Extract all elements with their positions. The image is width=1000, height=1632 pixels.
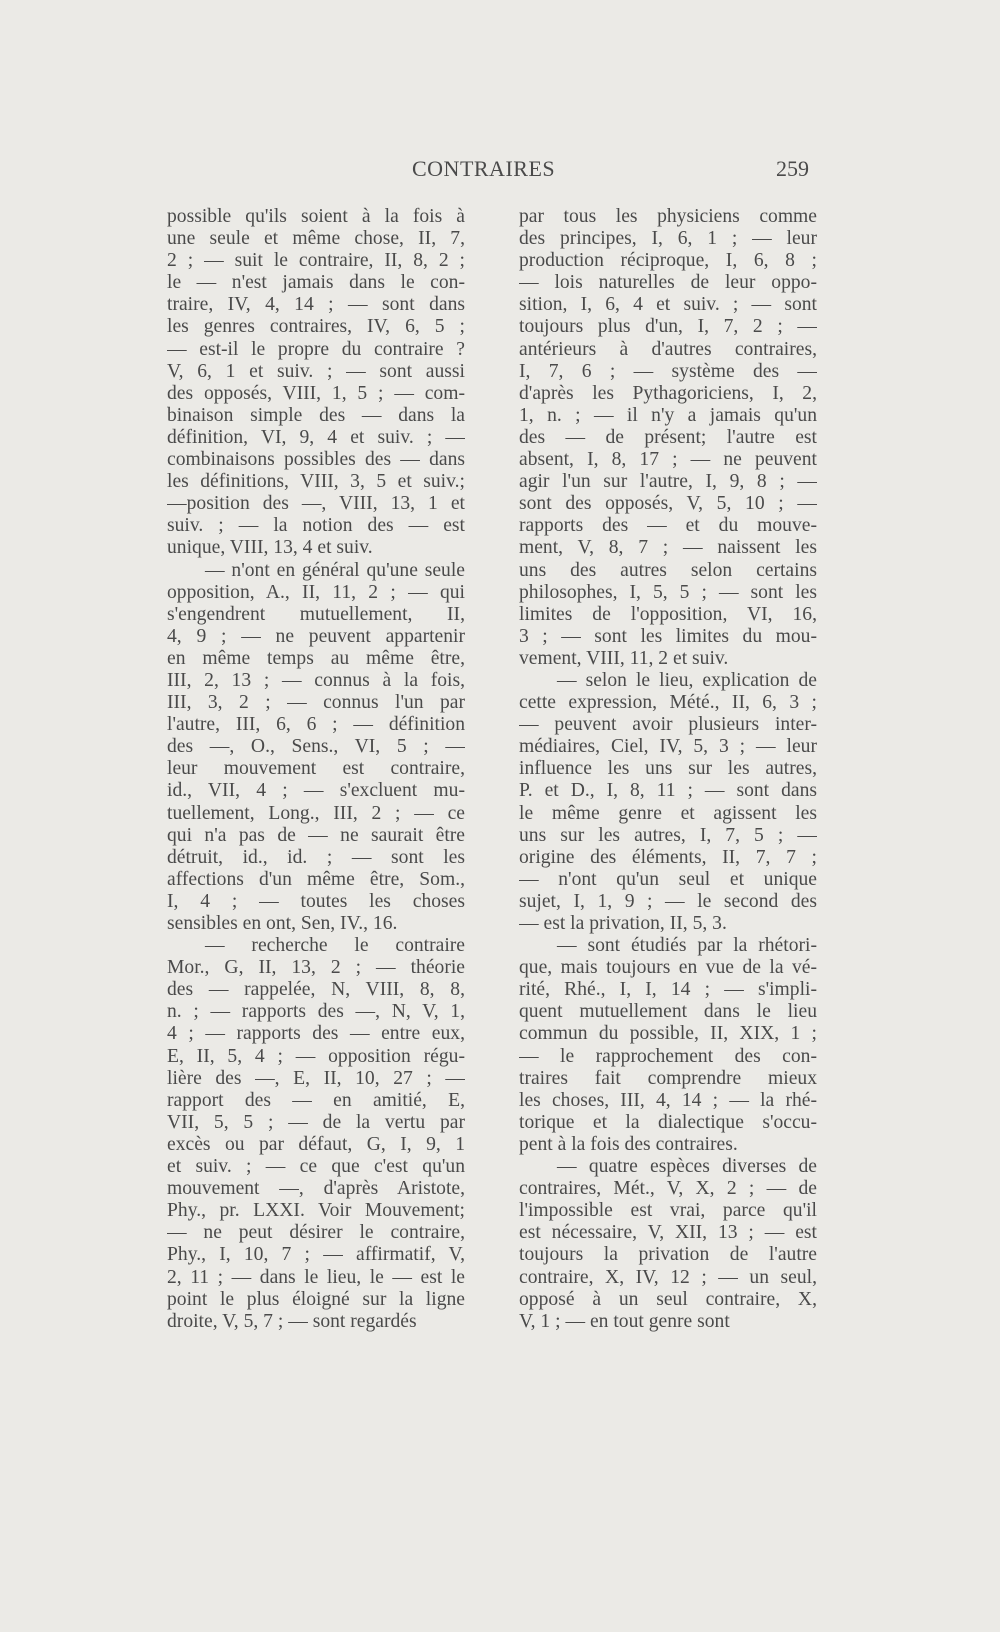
left-column-line: s'engendrent mutuellement, II, [167, 603, 465, 625]
right-column-line: l'impossible est vrai, parce qu'il [519, 1200, 817, 1222]
right-column-line: vement, VIII, 11, 2 et suiv. [519, 647, 729, 669]
left-column-line: en même temps au même être, [167, 647, 465, 669]
right-column-line: — peuvent avoir plusieurs inter- [519, 714, 817, 736]
left-column-line: Phy., I, 10, 7 ; — affirmatif, V, [167, 1244, 465, 1266]
right-column [519, 206, 817, 1333]
right-column-line: toujours la privation de l'autre [519, 1244, 817, 1266]
left-column-line: 4, 9 ; — ne peuvent appartenir [167, 625, 465, 647]
right-column-line: I, 7, 6 ; — système des — [519, 360, 817, 382]
right-column-line: traires fait comprendre mieux [519, 1067, 817, 1089]
right-column-line: toujours plus d'un, I, 7, 2 ; — [519, 316, 817, 338]
right-column-line: antérieurs à d'autres contraires, [519, 338, 817, 360]
left-column-line: suiv. ; — la notion des — est [167, 515, 465, 537]
right-column-line: est nécessaire, V, XII, 13 ; — est [519, 1222, 817, 1244]
left-column-line: V, 6, 1 et suiv. ; — sont aussi [167, 360, 465, 382]
right-column-line: — le rapprochement des con- [519, 1045, 817, 1067]
left-column-line: détruit, id., id. ; — sont les [167, 846, 465, 868]
right-column-line: d'après les Pythagoriciens, I, 2, [519, 382, 817, 404]
left-column-line: droite, V, 5, 7 ; — sont regardés [167, 1310, 417, 1332]
right-column-line: agir l'un sur l'autre, I, 9, 8 ; — [519, 471, 817, 493]
right-column-line: V, 1 ; — en tout genre sont [519, 1310, 730, 1332]
left-column-line: combinaisons possibles des — dans [167, 449, 465, 471]
right-column-line: rapports des — et du mouve- [519, 515, 817, 537]
right-column-line: absent, I, 8, 17 ; — ne peuvent [519, 449, 817, 471]
right-column-line: limites de l'opposition, VI, 16, [519, 603, 817, 625]
left-column-line: point le plus éloigné sur la ligne [167, 1288, 465, 1310]
right-column-line: ment, V, 8, 7 ; — naissent les [519, 537, 817, 559]
right-column-line: le même genre et agissent les [519, 802, 817, 824]
right-column-line: les choses, III, 4, 14 ; — la rhé- [519, 1089, 817, 1111]
right-column-line: sujet, I, 1, 9 ; — le second des [519, 890, 817, 912]
right-column-line: philosophes, I, 5, 5 ; — sont les [519, 581, 817, 603]
right-column-line: production réciproque, I, 6, 8 ; [519, 250, 817, 272]
right-column-line: — lois naturelles de leur oppo- [519, 272, 817, 294]
left-column-line: — n'ont en général qu'une seule [205, 559, 465, 581]
right-column-line: 3 ; — sont les limites du mou- [519, 625, 817, 647]
right-column-line: que, mais toujours en vue de la vé- [519, 957, 817, 979]
left-column-line: n. ; — rapports des —, N, V, 1, [167, 1001, 465, 1023]
right-column-line: des principes, I, 6, 1 ; — leur [519, 228, 817, 250]
left-column-line: — recherche le contraire [205, 935, 465, 957]
left-column-line: les genres contraires, IV, 6, 5 ; [167, 316, 465, 338]
left-column-line: des —, O., Sens., VI, 5 ; — [167, 736, 465, 758]
right-column-line: médiaires, Ciel, IV, 5, 3 ; — leur [519, 736, 817, 758]
left-column-line: des — rappelée, N, VIII, 8, 8, [167, 979, 465, 1001]
left-column-line: E, II, 5, 4 ; — opposition régu- [167, 1045, 465, 1067]
left-column-line: qui n'a pas de — ne saurait être [167, 824, 465, 846]
left-column-line: excès ou par défaut, G, I, 9, 1 [167, 1133, 465, 1155]
right-column-line: sont des opposés, V, 5, 10 ; — [519, 493, 817, 515]
page-number: 259 [776, 156, 809, 181]
left-column-line: opposition, A., II, 11, 2 ; — qui [167, 581, 465, 603]
left-column-line: — est-il le propre du contraire ? [167, 338, 465, 360]
left-column-line: une seule et même chose, II, 7, [167, 228, 465, 250]
right-column-line: par tous les physiciens comme [519, 206, 817, 227]
right-column-line: origine des éléments, II, 7, 7 ; [519, 846, 817, 868]
left-column-line: définition, VI, 9, 4 et suiv. ; — [167, 426, 465, 448]
left-column-line: les définitions, VIII, 3, 5 et suiv.; [167, 471, 465, 493]
right-column-line: rité, Rhé., I, I, 14 ; — s'impli- [519, 979, 817, 1001]
right-column-line: 1, n. ; — il n'y a jamais qu'un [519, 404, 817, 426]
right-column-line: cette expression, Mété., II, 6, 3 ; [519, 692, 817, 714]
left-column-line: traire, IV, 4, 14 ; — sont dans [167, 294, 465, 316]
left-column-line: — ne peut désirer le contraire, [167, 1222, 465, 1244]
right-column-line: — selon le lieu, explication de [557, 669, 817, 691]
left-column-line: sensibles en ont, Sen, IV., 16. [167, 913, 398, 934]
right-column-line: sition, I, 6, 4 et suiv. ; — sont [519, 294, 817, 316]
left-column-line: 2, 11 ; — dans le lieu, le — est le [167, 1266, 465, 1288]
right-column-line: pent à la fois des contraires. [519, 1133, 738, 1155]
right-column-line: quent mutuellement dans le lieu [519, 1001, 817, 1023]
left-column-line: I, 4 ; — toutes les choses [167, 890, 465, 912]
left-column-line: 4 ; — rapports des — entre eux, [167, 1023, 465, 1045]
right-column-line: — sont étudiés par la rhétori- [557, 935, 817, 957]
left-column-line: III, 2, 13 ; — connus à la fois, [167, 669, 465, 691]
right-column-line: uns sur les autres, I, 7, 5 ; — [519, 824, 817, 846]
left-column-line: affections d'un même être, Som., [167, 868, 465, 890]
left-column-line: possible qu'ils soient à la fois à [167, 206, 465, 227]
left-column-line: leur mouvement est contraire, [167, 758, 465, 780]
left-column [167, 206, 465, 1333]
right-column-line: influence les uns sur les autres, [519, 758, 817, 780]
left-column-line: Mor., G, II, 13, 2 ; — théorie [167, 957, 465, 979]
right-column-line: uns des autres selon certains [519, 559, 817, 581]
left-column-line: III, 3, 2 ; — connus l'un par [167, 692, 465, 714]
left-column-line: l'autre, III, 6, 6 ; — définition [167, 714, 465, 736]
left-column-line: unique, VIII, 13, 4 et suiv. [167, 537, 373, 559]
left-column-line: tuellement, Long., III, 2 ; — ce [167, 802, 465, 824]
right-column-line: — est la privation, II, 5, 3. [519, 913, 727, 934]
right-column-line: contraire, X, IV, 12 ; — un seul, [519, 1266, 817, 1288]
left-column-line: 2 ; — suit le contraire, II, 8, 2 ; [167, 250, 465, 272]
left-column-line: —position des —, VIII, 13, 1 et [167, 493, 465, 515]
left-column-line: mouvement —, d'après Aristote, [167, 1178, 465, 1200]
left-column-line: lière des —, E, II, 10, 27 ; — [167, 1067, 465, 1089]
left-column-line: id., VII, 4 ; — s'excluent mu- [167, 780, 465, 802]
right-column-line: opposé à un seul contraire, X, [519, 1288, 817, 1310]
running-head-title: CONTRAIRES [412, 156, 556, 181]
right-column-line: contraires, Mét., V, X, 2 ; — de [519, 1178, 817, 1200]
right-column-line: des — de présent; l'autre est [519, 426, 817, 448]
left-column-line: VII, 5, 5 ; — de la vertu par [167, 1111, 465, 1133]
left-column-line: binaison simple des — dans la [167, 404, 465, 426]
right-column-line: — n'ont qu'un seul et unique [519, 868, 817, 890]
right-column-line: — quatre espèces diverses de [557, 1156, 817, 1178]
left-column-line: Phy., pr. LXXI. Voir Mouvement; [167, 1200, 465, 1222]
left-column-line: le — n'est jamais dans le con- [167, 272, 465, 294]
right-column-line: commun du possible, II, XIX, 1 ; [519, 1023, 817, 1045]
left-column-line: des opposés, VIII, 1, 5 ; — com- [167, 382, 465, 404]
right-column-line: P. et D., I, 8, 11 ; — sont dans [519, 780, 817, 802]
left-column-line: rapport des — en amitié, E, [167, 1089, 465, 1111]
right-column-line: torique et la dialectique s'occu- [519, 1111, 817, 1133]
left-column-line: et suiv. ; — ce que c'est qu'un [167, 1156, 465, 1178]
